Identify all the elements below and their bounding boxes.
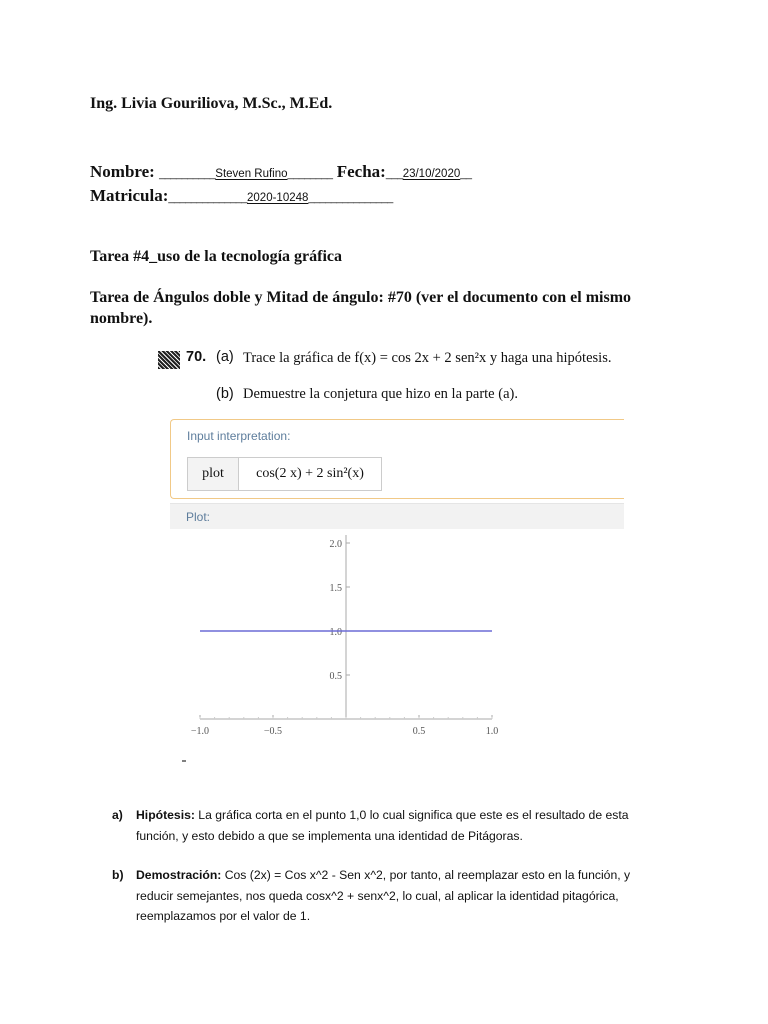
plot-command-cell: plot xyxy=(187,457,239,491)
y-tick-label: 0.5 xyxy=(329,671,342,682)
answer-a xyxy=(112,805,642,846)
problem-part-a-text: Trace la gráfica de f(x) = cos 2x + 2 sen²x y haga una hipótesis. xyxy=(243,350,612,366)
y-tick-label: 1.0 xyxy=(329,627,342,638)
name-label: Nombre: xyxy=(90,162,155,181)
name-date-line xyxy=(90,162,472,182)
x-tick-label: −1.0 xyxy=(190,726,210,737)
x-tick-label: 0.5 xyxy=(412,726,426,737)
name-blank-prefix: __________ xyxy=(159,168,216,180)
plot-title: Plot: xyxy=(186,510,211,524)
name-value: Steven Rufino xyxy=(215,168,288,180)
author-name: Ing. Livia Gouriliova, M.Sc., M.Ed. xyxy=(90,95,333,112)
answer-a-heading: Hipótesis: xyxy=(136,808,195,822)
plot-panel-header xyxy=(170,503,624,530)
problem-part-a-label: (a) xyxy=(216,349,234,365)
y-tick-label: 2.0 xyxy=(329,539,342,550)
problem-part-b-label: (b) xyxy=(216,386,234,402)
expression-cell: cos(2 x) + 2 sin²(x) xyxy=(238,457,382,491)
id-value: 2020-10248 xyxy=(247,192,309,204)
problem-statement xyxy=(158,346,628,406)
function-plot xyxy=(170,529,624,763)
id-label: Matricula: xyxy=(90,186,169,205)
x-tick-label: −0.5 xyxy=(263,726,283,737)
name-blank-suffix: ________ xyxy=(287,168,333,180)
date-value: 23/10/2020 xyxy=(402,168,461,180)
x-tick-label: 1.0 xyxy=(485,726,499,737)
answer-a-text: La gráfica corta en el punto 1,0 lo cual significa que este es el resultado de esta función, y esto debido a que se implementa una identidad de Pitágoras. xyxy=(136,808,629,843)
id-blank-prefix: ______________ xyxy=(168,192,248,204)
answer-b xyxy=(112,865,642,927)
answer-a-label: a) xyxy=(112,808,123,822)
plot-area xyxy=(170,529,624,763)
date-blank-prefix: ___ xyxy=(385,168,403,180)
answer-b-text: Cos (2x) = Cos x^2 - Sen x^2, por tanto, al reemplazar esto en la función, y reducir semejantes, nos queda cosx^2 + senx^2, lo cual, al aplicar la identidad pitagórica, reemplazamos por el valor de 1. xyxy=(136,868,631,923)
answer-b-heading: Demostración: xyxy=(136,868,222,882)
date-blank-suffix: __ xyxy=(460,168,472,180)
task-description: Tarea de Ángulos doble y Mitad de ángulo: #70 (ver el documento con el mismo nombre). xyxy=(90,289,632,327)
input-interpretation-panel xyxy=(170,419,624,499)
problem-number: 70. xyxy=(186,349,207,365)
id-line xyxy=(90,186,393,206)
input-interpretation-title: Input interpretation: xyxy=(187,429,291,443)
y-tick-label: 1.5 xyxy=(329,583,342,594)
task-title: Tarea #4_uso de la tecnología gráfica xyxy=(90,248,342,265)
date-label: Fecha: xyxy=(336,162,386,181)
answer-b-label: b) xyxy=(112,868,124,882)
id-blank-suffix: _______________ xyxy=(308,192,393,204)
graphing-device-icon xyxy=(158,351,180,369)
problem-part-b-text: Demuestre la conjetura que hizo en la parte (a). xyxy=(243,386,518,402)
